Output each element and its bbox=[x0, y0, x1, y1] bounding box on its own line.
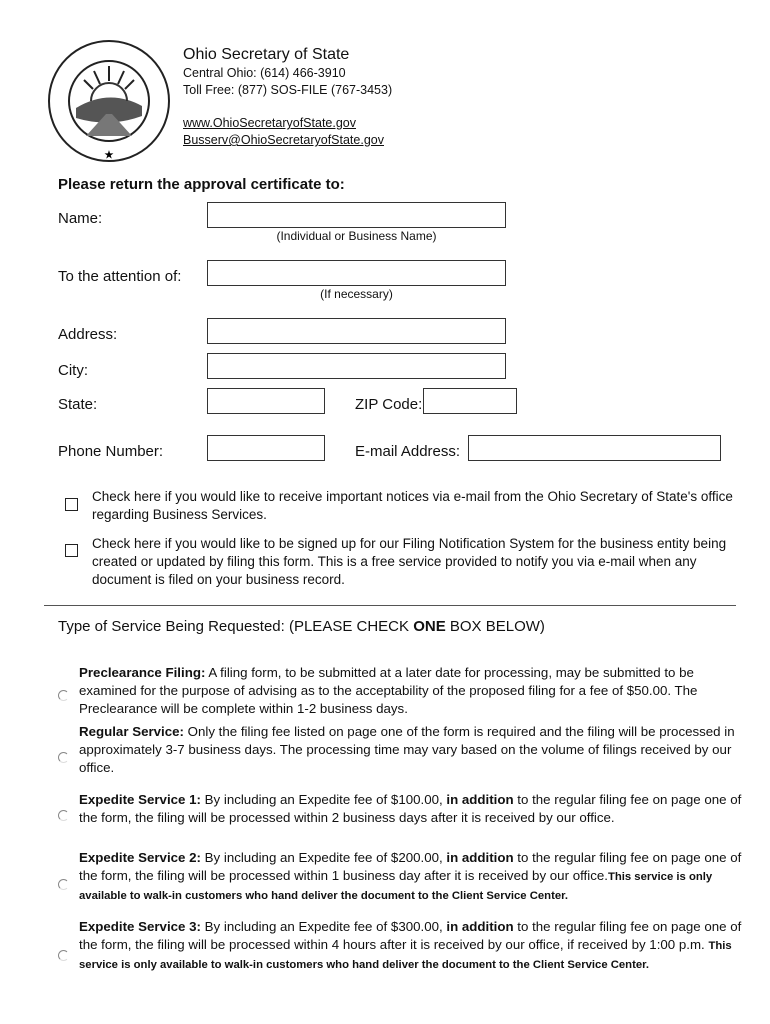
ohio-seal-logo bbox=[46, 36, 172, 166]
filing-notification-checkbox[interactable] bbox=[65, 544, 78, 557]
preclearance-radio[interactable] bbox=[58, 690, 69, 701]
email-notices-text: Check here if you would like to receive important notices via e-mail from the Ohio Secretary of State's office regarding Business Services. bbox=[92, 489, 733, 522]
state-input[interactable] bbox=[207, 388, 325, 414]
address-input[interactable] bbox=[207, 318, 506, 344]
expedite3-radio[interactable] bbox=[58, 950, 69, 961]
attention-input[interactable] bbox=[207, 260, 506, 286]
phone-input[interactable] bbox=[207, 435, 325, 461]
zip-input[interactable] bbox=[423, 388, 517, 414]
central-phone: Central Ohio: (614) 466-3910 bbox=[183, 66, 346, 80]
service-heading: Type of Service Being Requested: (PLEASE CHECK ONE BOX BELOW) bbox=[58, 618, 545, 635]
email-input[interactable] bbox=[468, 435, 721, 461]
email-label: E-mail Address: bbox=[355, 443, 461, 460]
svg-text:★: ★ bbox=[104, 150, 114, 161]
regular-radio[interactable] bbox=[58, 752, 69, 763]
city-input[interactable] bbox=[207, 353, 506, 379]
expedite2-radio[interactable] bbox=[58, 879, 69, 890]
return-heading: Please return the approval certificate to: bbox=[58, 176, 345, 193]
city-label: City: bbox=[58, 362, 88, 379]
name-label: Name: bbox=[58, 210, 103, 227]
attention-label: To the attention of: bbox=[58, 268, 182, 285]
expedite1-radio[interactable] bbox=[58, 810, 69, 821]
website-link[interactable]: www.OhioSecretaryofState.gov bbox=[183, 116, 356, 130]
regular-option: Regular Service: Only the filing fee listed on page one of the form is required and the filing will be processed in approximately 3-7 business days. The processing time may vary based on the volume of filings received by our office. bbox=[79, 724, 735, 775]
email-notices-checkbox[interactable] bbox=[65, 498, 78, 511]
state-label: State: bbox=[58, 396, 98, 413]
zip-label: ZIP Code: bbox=[355, 396, 423, 413]
name-hint: (Individual or Business Name) bbox=[276, 229, 437, 243]
email-link[interactable]: Busserv@OhioSecretaryofState.gov bbox=[183, 133, 384, 147]
address-label: Address: bbox=[58, 326, 118, 343]
expedite2-option: Expedite Service 2: By including an Expedite fee of $200.00, in addition to the regular filing fee on page one of the form, the filing will be processed within 1 business day after it is received by our office.This service is only available to walk-in customers who hand deliver the document to the Client Service Center. bbox=[79, 850, 742, 902]
name-input[interactable] bbox=[207, 202, 506, 228]
tollfree-phone: Toll Free: (877) SOS-FILE (767-3453) bbox=[183, 83, 393, 97]
attention-hint: (If necessary) bbox=[320, 287, 393, 301]
expedite1-option: Expedite Service 1: By including an Expedite fee of $100.00, in addition to the regular filing fee on page one of the form, the filing will be processed within 2 business days after it is received by our office. bbox=[79, 792, 742, 825]
divider bbox=[44, 605, 736, 606]
expedite3-option: Expedite Service 3: By including an Expedite fee of $300.00, in addition to the regular filing fee on page one of the form, the filing will be processed within 4 hours after it is received by our office, if received by 1:00 p.m. This service is only available to walk-in customers who hand deliver the document to the Client Service Center. bbox=[79, 919, 742, 971]
preclearance-option: Preclearance Filing: A filing form, to be submitted at a later date for processing, may be submitted to be examined for the purpose of advising as to the acceptability of the proposed filing for a fee of $50.00. The Preclearance will be complete within 1-2 business days. bbox=[79, 665, 698, 716]
office-title: Ohio Secretary of State bbox=[183, 46, 350, 63]
filing-notification-text: Check here if you would like to be signed up for our Filing Notification System for the business entity being created or updated by filing this form. This is a free service provided to notify you via e-mail when any document is filed on your business record. bbox=[92, 536, 727, 587]
phone-label: Phone Number: bbox=[58, 443, 164, 460]
